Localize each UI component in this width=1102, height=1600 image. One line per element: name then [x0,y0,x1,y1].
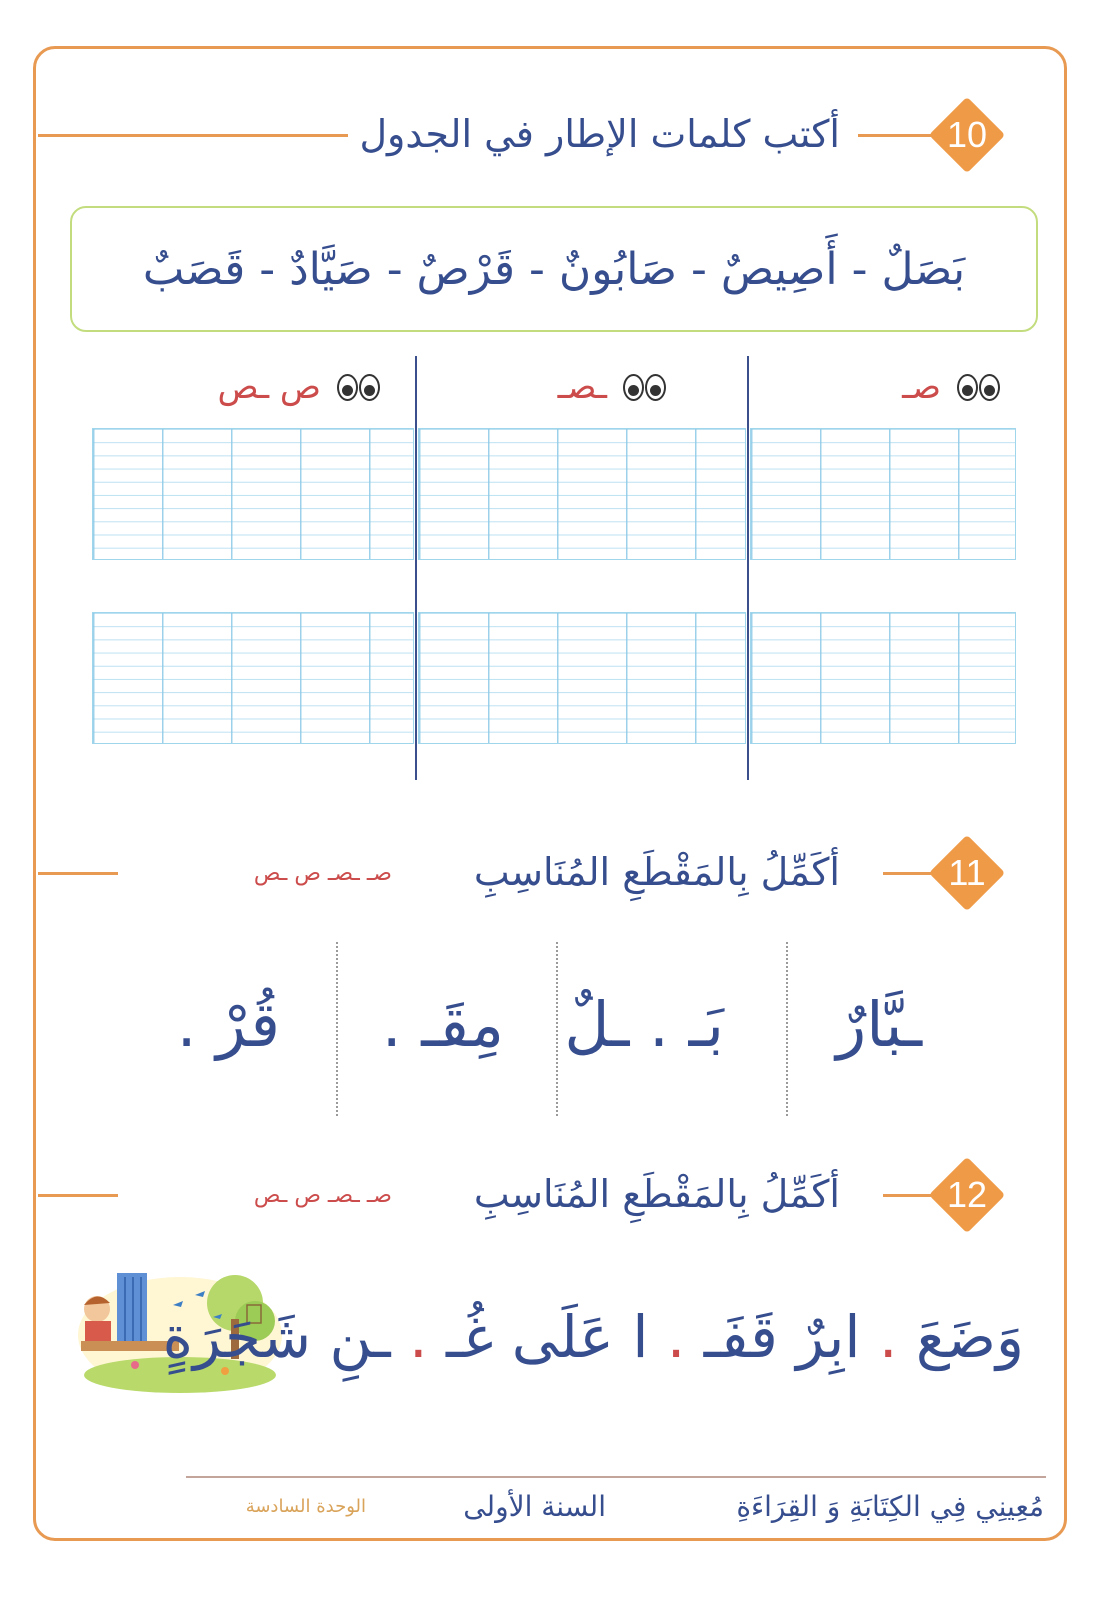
unit-label: الوحدة السادسة [245,1496,366,1517]
dotted-divider [786,942,788,1116]
exercise-title: أكَمِّلُ بِالمَقْطَعِ المُنَاسِبِ [464,1156,850,1232]
exercise-12-header [38,1156,1062,1236]
exercise-title: أكَمِّلُ بِالمَقْطَعِ المُنَاسِبِ [464,834,850,910]
eyes-icon [337,374,380,401]
exercise-title: أكتب كلمات الإطار في الجدول [349,96,850,172]
fill-word[interactable]: قُرْ . [176,988,280,1061]
blank-dot: . [860,1303,898,1371]
exercise-number: 10 [946,114,988,155]
eyes-icon [623,374,666,401]
header-line-left [38,872,118,875]
column-header-medial [558,362,666,412]
dotted-divider [336,942,338,1116]
letter-form-medial: ـصـ [557,367,607,407]
letter-form-final: ص ـص [217,367,321,407]
column-header-initial [902,362,1000,412]
fill-word[interactable]: بَـ . ـلٌ [564,988,724,1061]
footer-divider [186,1476,1046,1478]
book-title: مُعِينِي فِي الكِتَابَةِ وَ القِرَاءَةِ [736,1490,1044,1523]
word-box [70,206,1038,332]
column-divider [747,356,749,780]
dotted-divider [556,942,558,1116]
exercise-11-header [38,834,1062,914]
sentence-part: وَضَعَ [897,1303,1024,1371]
column-header-final [217,362,380,412]
letter-hints: صـ ـصـ ص ـص [253,1183,392,1208]
writing-grid[interactable] [418,612,746,744]
exercise-number: 11 [948,852,986,893]
sentence-part: ا عَلَى غُـ [446,1303,649,1371]
writing-grid[interactable] [418,428,746,560]
sentence-part: ـنِ شَجَرَةٍ [162,1303,391,1371]
exercise-10-header [38,96,1062,176]
sentence-part: ابِرٌ قَفَـ [703,1303,861,1371]
fill-word[interactable]: ـبَّارٌ [836,988,922,1061]
exercise-number: 12 [946,1174,988,1215]
letter-hints: صـ ـصـ ص ـص [253,861,392,886]
school-year: السنة الأولى [463,1490,606,1523]
eyes-icon [957,374,1000,401]
header-line-left [38,1194,118,1197]
blank-dot: . [648,1303,704,1371]
blank-dot: . [390,1303,446,1371]
fill-sentence[interactable] [163,1292,1024,1382]
header-line-left [38,134,348,137]
fill-word[interactable]: مِقَـ . [381,988,504,1061]
writing-grid[interactable] [750,428,1016,560]
word-box-words: بَصَلٌ - أَصِيصٌ - صَابُونٌ - قَرْصٌ - صَيَّادٌ - قَصَبٌ [142,243,966,295]
writing-grid[interactable] [92,428,414,560]
writing-grid[interactable] [92,612,414,744]
letter-form-initial: صـ [902,367,941,407]
column-divider [415,356,417,780]
writing-grid[interactable] [750,612,1016,744]
